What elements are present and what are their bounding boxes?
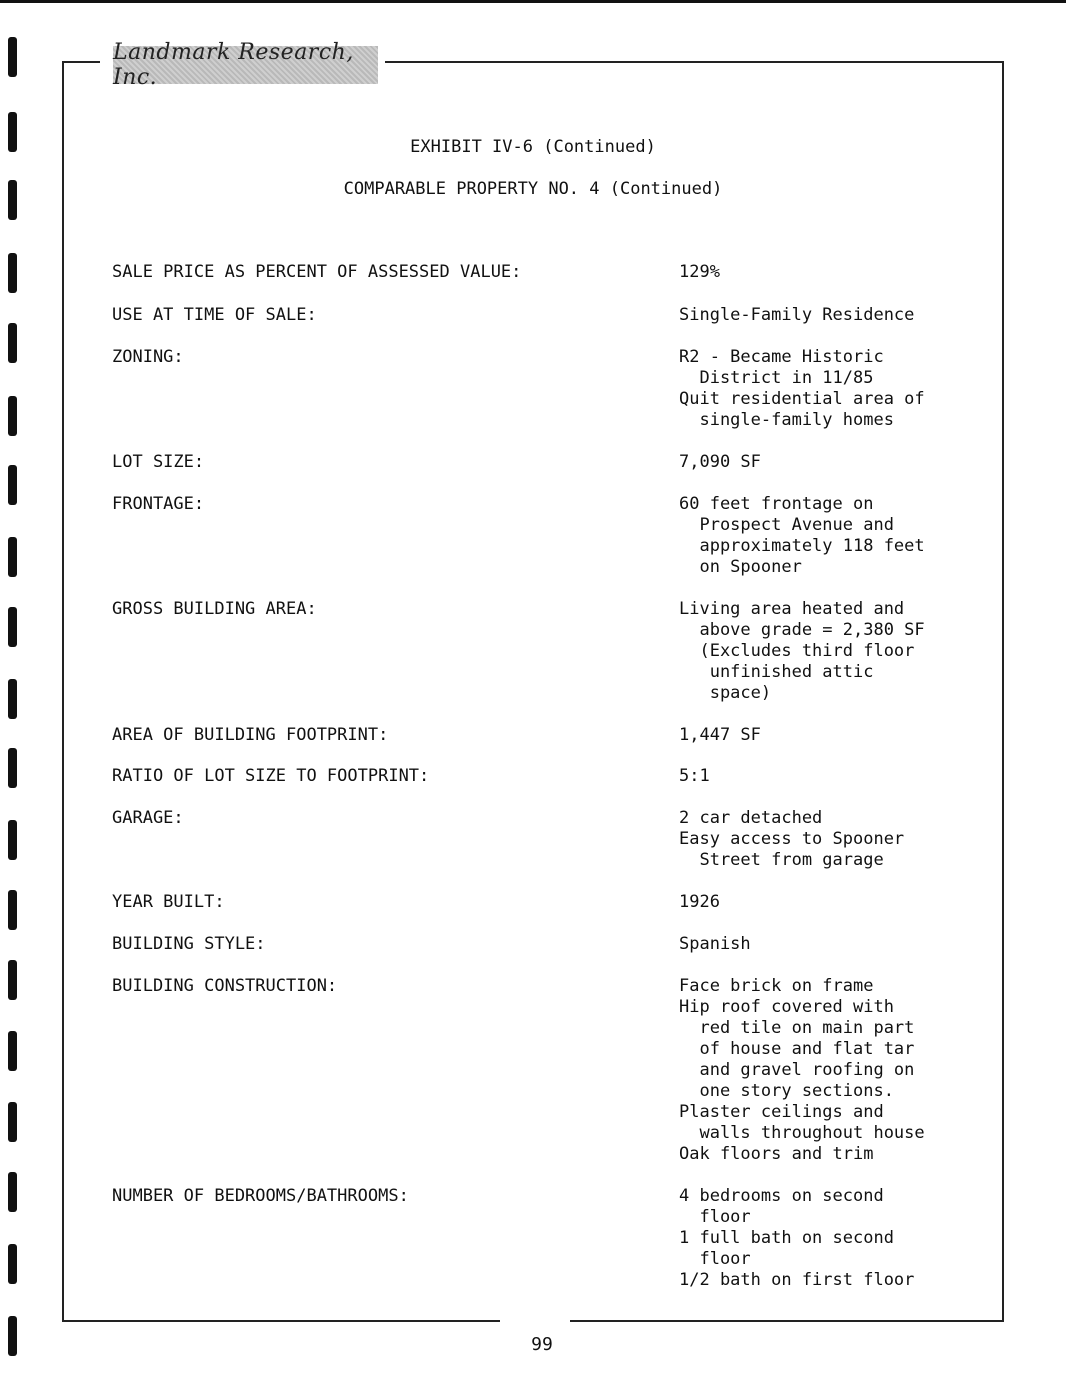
exhibit-subtitle: COMPARABLE PROPERTY NO. 4 (Continued) — [343, 179, 723, 199]
field-value-line: District in 11/85 — [679, 368, 874, 388]
field-value-line: 1/2 bath on first floor — [679, 1270, 915, 1290]
page-number: 99 — [531, 1334, 553, 1355]
field-value-line: single-family homes — [679, 410, 894, 430]
binding-mark — [8, 1172, 17, 1212]
binding-mark — [8, 37, 17, 77]
field-label: SALE PRICE AS PERCENT OF ASSESSED VALUE: — [112, 262, 522, 282]
field-label: ZONING: — [112, 347, 184, 367]
field-value-line: 2 car detached — [679, 808, 823, 828]
field-value — [679, 934, 751, 955]
field-label: BUILDING STYLE: — [112, 934, 266, 954]
binding-mark — [8, 396, 17, 436]
field-value-line: 1 full bath on second — [679, 1228, 894, 1248]
field-value-line: walls throughout house — [679, 1123, 925, 1143]
field-value — [679, 305, 914, 326]
field-value — [679, 976, 925, 1165]
field-label: NUMBER OF BEDROOMS/BATHROOMS: — [112, 1186, 409, 1206]
field-value-line: floor — [679, 1207, 751, 1227]
binding-mark — [8, 607, 17, 647]
binding-mark — [8, 465, 17, 505]
field-value-line: 1926 — [679, 892, 720, 912]
field-value-line: above grade = 2,380 SF — [679, 620, 925, 640]
exhibit-title: EXHIBIT IV-6 (Continued) — [410, 137, 656, 157]
field-value-line: R2 - Became Historic — [679, 347, 884, 367]
field-value — [679, 494, 925, 578]
field-label: GROSS BUILDING AREA: — [112, 599, 317, 619]
binding-mark — [8, 537, 17, 577]
field-value-line: 5:1 — [679, 766, 710, 786]
binding-mark — [8, 253, 17, 293]
field-value-line: Oak floors and trim — [679, 1144, 874, 1164]
field-value-line: Living area heated and — [679, 599, 905, 619]
field-value-line: Plaster ceilings and — [679, 1102, 884, 1122]
field-value-line: Quit residential area of — [679, 389, 925, 409]
field-label: LOT SIZE: — [112, 452, 205, 472]
field-label: FRONTAGE: — [112, 494, 205, 514]
field-value-line: floor — [679, 1249, 751, 1269]
field-value — [679, 347, 925, 431]
field-value-line: Single-Family Residence — [679, 305, 915, 325]
field-value-line: Prospect Avenue and — [679, 515, 894, 535]
binding-mark — [8, 820, 17, 860]
field-value-line: Face brick on frame — [679, 976, 874, 996]
field-value-line: 1,447 SF — [679, 725, 761, 745]
field-value — [679, 808, 904, 871]
field-value-line: on Spooner — [679, 557, 802, 577]
field-value — [679, 1186, 914, 1291]
field-value-line: approximately 118 feet — [679, 536, 925, 556]
frame-gap-bottom — [500, 1316, 570, 1326]
field-value-line: Hip roof covered with — [679, 997, 894, 1017]
field-label: USE AT TIME OF SALE: — [112, 305, 317, 325]
field-value — [679, 599, 925, 704]
field-value-line: unfinished attic — [679, 662, 874, 682]
field-value-line: 4 bedrooms on second — [679, 1186, 884, 1206]
field-label: BUILDING CONSTRUCTION: — [112, 976, 338, 996]
field-value-line: space) — [679, 683, 772, 703]
field-value-line: 129% — [679, 262, 720, 282]
binding-mark — [8, 1244, 17, 1284]
field-value — [679, 725, 761, 746]
field-label: YEAR BUILT: — [112, 892, 225, 912]
field-value-line: (Excludes third floor — [679, 641, 915, 661]
top-rule — [0, 0, 1066, 3]
field-value-line: 60 feet frontage on — [679, 494, 874, 514]
field-value — [679, 892, 720, 913]
field-value-line: Spanish — [679, 934, 751, 954]
binding-mark — [8, 323, 17, 363]
field-value-line: of house and flat tar — [679, 1039, 915, 1059]
field-value — [679, 766, 710, 787]
field-value-line: Street from garage — [679, 850, 884, 870]
field-value-line: 7,090 SF — [679, 452, 761, 472]
binding-mark — [8, 748, 17, 788]
binding-mark — [8, 679, 17, 719]
field-value-line: one story sections. — [679, 1081, 894, 1101]
field-value-line: Easy access to Spooner — [679, 829, 905, 849]
field-value-line: red tile on main part — [679, 1018, 915, 1038]
binding-mark — [8, 1031, 17, 1071]
company-logo — [113, 40, 378, 90]
binding-mark — [8, 890, 17, 930]
field-label: RATIO OF LOT SIZE TO FOOTPRINT: — [112, 766, 430, 786]
field-value — [679, 452, 761, 473]
field-value — [679, 262, 720, 283]
logo-text: Landmark Research, Inc. — [113, 40, 354, 90]
field-label: GARAGE: — [112, 808, 184, 828]
binding-mark — [8, 960, 17, 1000]
field-value-line: and gravel roofing on — [679, 1060, 915, 1080]
field-label: AREA OF BUILDING FOOTPRINT: — [112, 725, 389, 745]
binding-mark — [8, 1102, 17, 1142]
